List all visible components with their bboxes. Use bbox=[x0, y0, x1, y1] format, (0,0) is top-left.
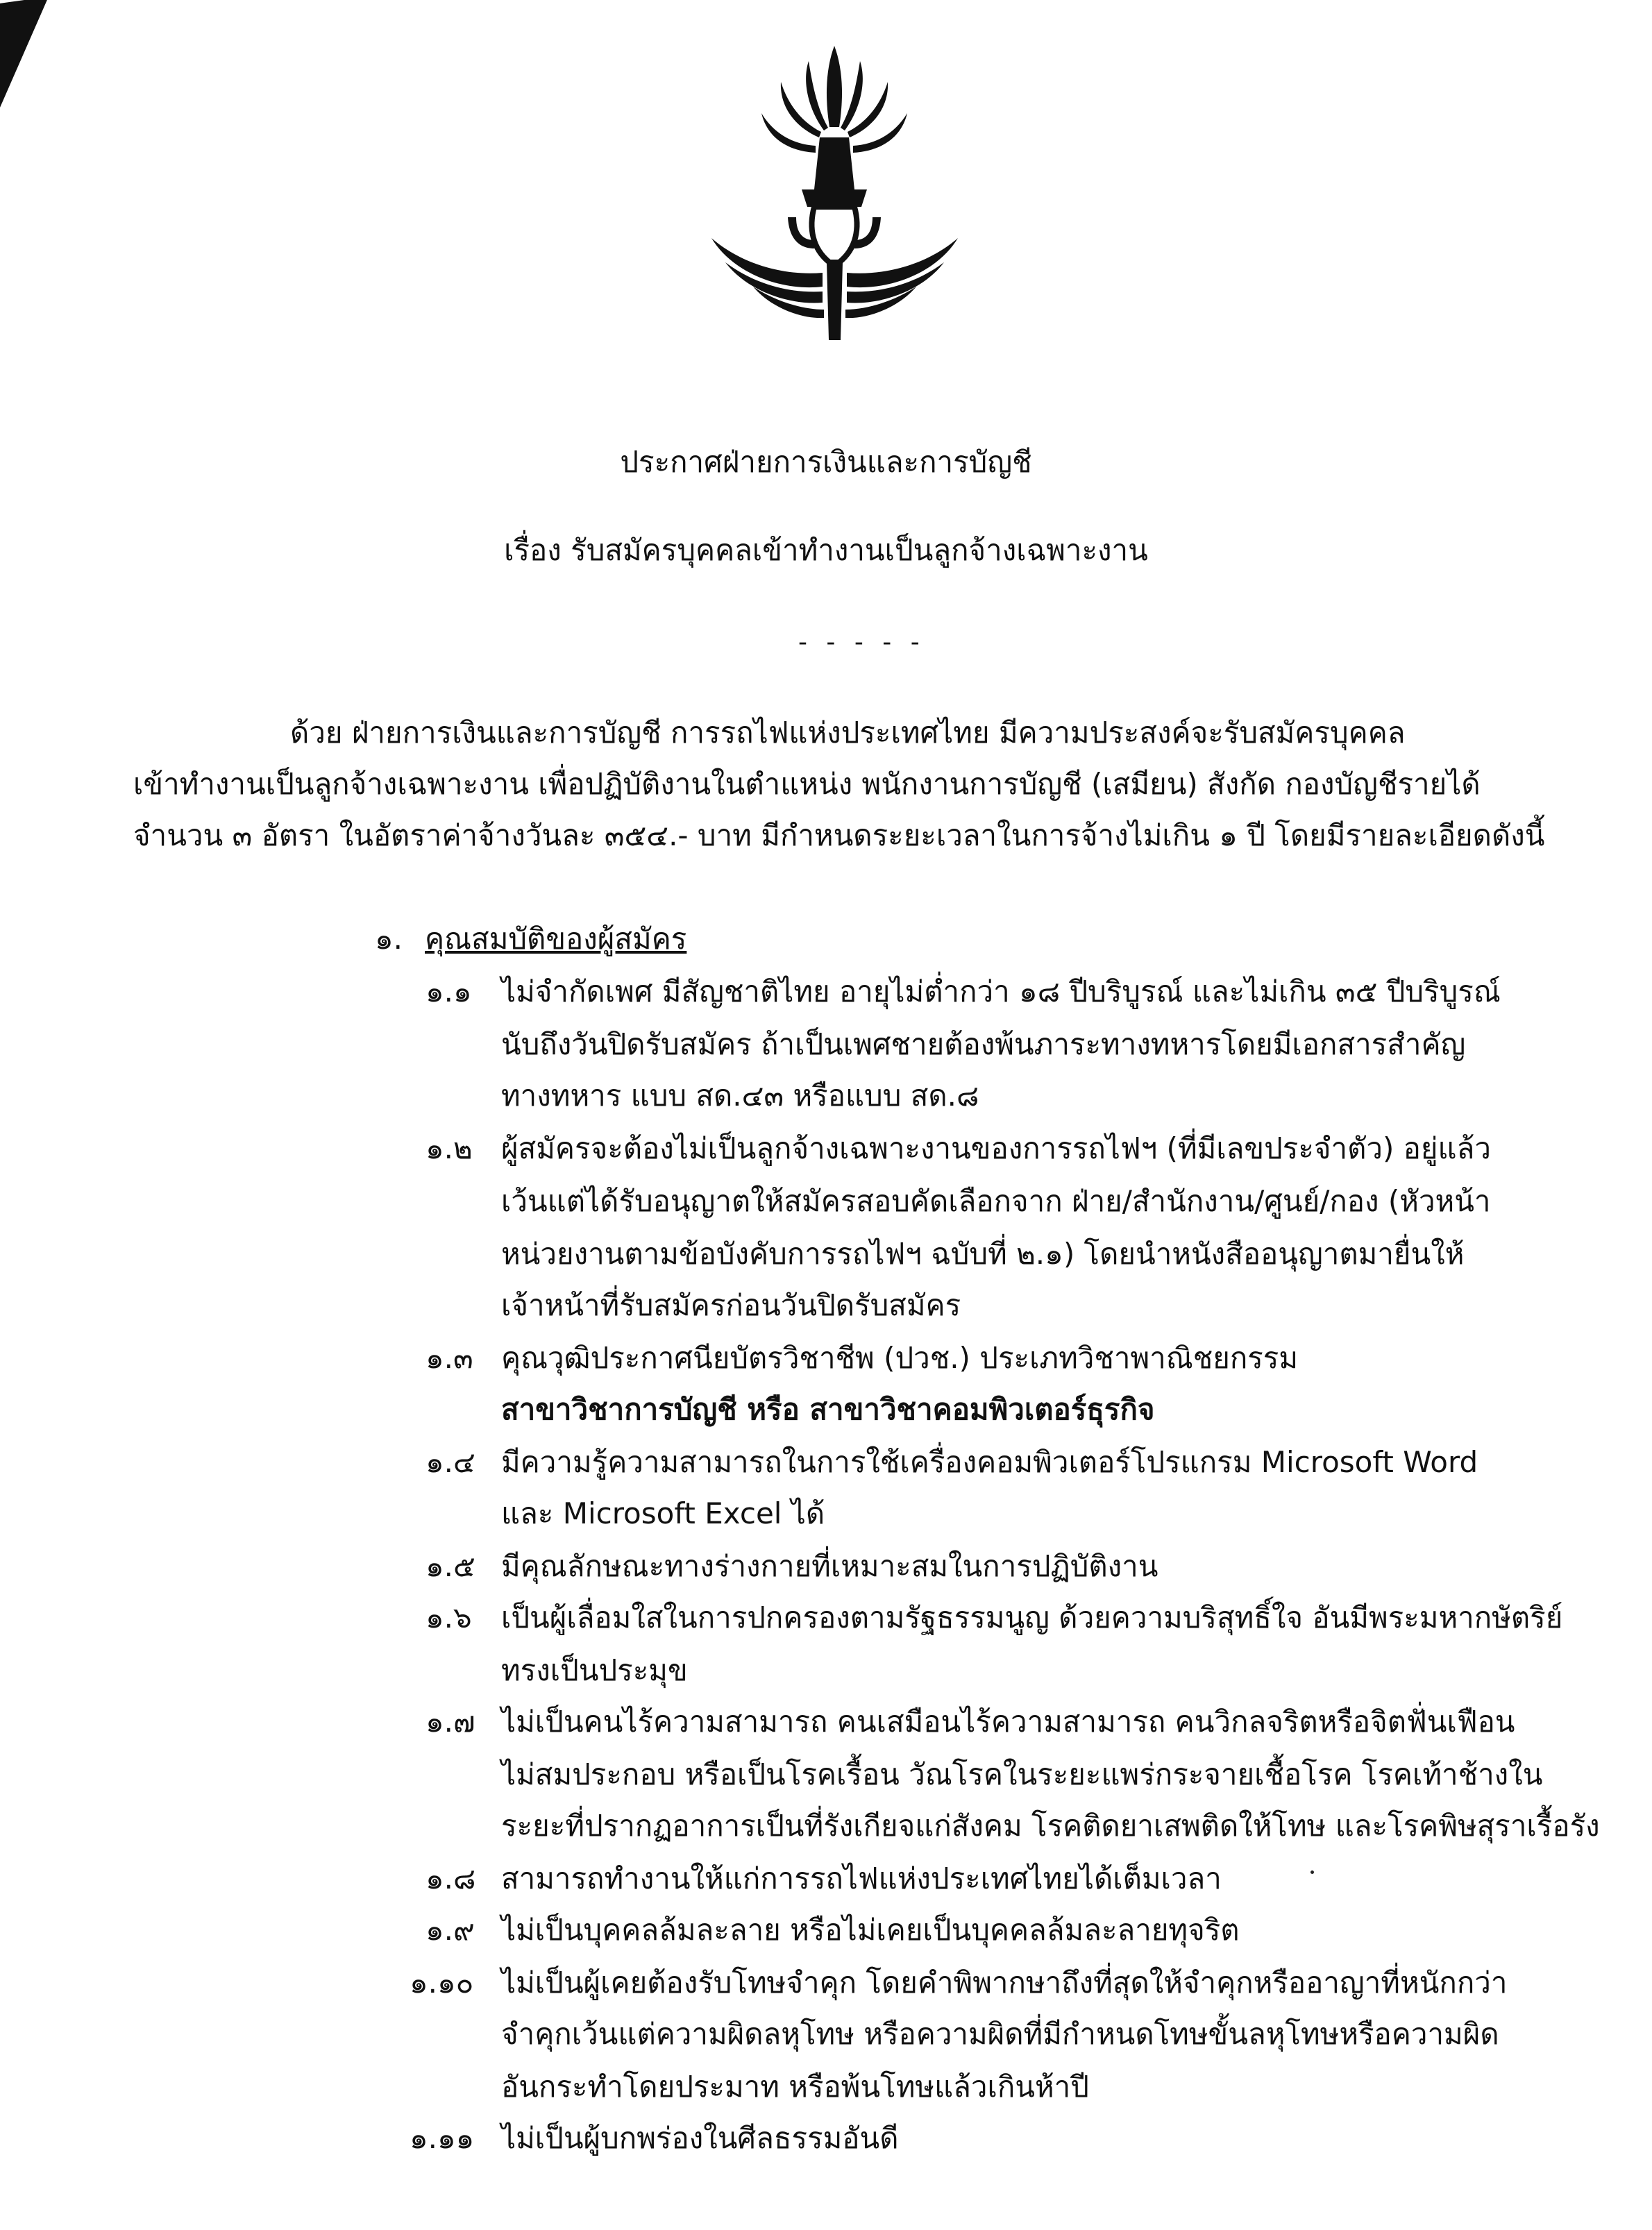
item-line: ไม่เป็นผู้เคยต้องรับโทษจำคุก โดยคำพิพากษาถึงที่สุดให้จำคุกหรืออาญาที่หนักกว่า bbox=[501, 1966, 1508, 2000]
item-line: เว้นแต่ได้รับอนุญาตให้สมัครสอบคัดเลือกจาก ฝ่าย/สำนักงาน/ศูนย์/กอง (หัวหน้า bbox=[501, 1184, 1491, 1218]
item-line: ไม่จำกัดเพศ มีสัญชาติไทย อายุไม่ต่ำกว่า ๑๘ ปีบริบูรณ์ และไม่เกิน ๓๕ ปีบริบูรณ์ bbox=[501, 974, 1501, 1008]
item-number: ๑.๙ bbox=[425, 1913, 475, 1947]
item-number: ๑.๘ bbox=[425, 1861, 476, 1895]
scan-corner-mark bbox=[0, 0, 49, 108]
scan-speck bbox=[1310, 1870, 1314, 1874]
item-number: ๑.๔ bbox=[425, 1445, 475, 1479]
intro-line-3: จำนวน ๓ อัตรา ในอัตราค่าจ้างวันละ ๓๕๔.- บาท มีกำหนดระยะเวลาในการจ้างไม่เกิน ๑ ปี โดยมีรายละเอียดดังนี้ bbox=[133, 818, 1545, 852]
item-line: ผู้สมัครจะต้องไม่เป็นลูกจ้างเฉพาะงานของการรถไฟฯ (ที่มีเลขประจำตัว) อยู่แล้ว bbox=[501, 1131, 1491, 1165]
item-line: ระยะที่ปรากฏอาการเป็นที่รังเกียจแก่สังคม โรคติดยาเสพติดให้โทษ และโรคพิษสุราเรื้อรัง bbox=[501, 1809, 1600, 1843]
item-line: ทางทหาร แบบ สด.๔๓ หรือแบบ สด.๘ bbox=[501, 1079, 979, 1113]
item-number: ๑.๑๐ bbox=[410, 1966, 474, 2000]
item-line: ไม่เป็นผู้บกพร่องในศีลธรรมอันดี bbox=[501, 2121, 899, 2155]
announcement-title: ประกาศฝ่ายการเงินและการบัญชี bbox=[620, 445, 1032, 479]
item-number: ๑.๖ bbox=[425, 1600, 472, 1635]
item-line: สามารถทำงานให้แก่การรถไฟแห่งประเทศไทยได้เต็มเวลา bbox=[501, 1861, 1222, 1895]
srt-emblem-logo bbox=[698, 40, 972, 346]
item-line-bold: สาขาวิชาการบัญชี หรือ สาขาวิชาคอมพิวเตอร์ธุรกิจ bbox=[501, 1392, 1155, 1426]
item-line: นับถึงวันปิดรับสมัคร ถ้าเป็นเพศชายต้องพ้นภาระทางทหารโดยมีเอกสารสำคัญ bbox=[501, 1027, 1466, 1061]
item-line: มีความรู้ความสามารถในการใช้เครื่องคอมพิวเตอร์โปรแกรม Microsoft Word bbox=[501, 1445, 1478, 1479]
item-number: ๑.๑ bbox=[425, 974, 472, 1008]
item-number: ๑.๗ bbox=[425, 1705, 475, 1739]
item-number: ๑.๓ bbox=[425, 1341, 473, 1375]
item-line: เป็นผู้เลื่อมใสในการปกครองตามรัฐธรรมนูญ ด้วยความบริสุทธิ์ใจ อันมีพระมหากษัตริย์ bbox=[501, 1600, 1563, 1635]
item-line: จำคุกเว้นแต่ความผิดลหุโทษ หรือความผิดที่มีกำหนดโทษขั้นลหุโทษหรือความผิด bbox=[501, 2017, 1499, 2051]
item-line: อันกระทำโดยประมาท หรือพ้นโทษแล้วเกินห้าปี bbox=[501, 2070, 1089, 2104]
item-line: มีคุณลักษณะทางร่างกายที่เหมาะสมในการปฏิบัติงาน bbox=[501, 1549, 1158, 1583]
item-line: ไม่เป็นคนไร้ความสามารถ คนเสมือนไร้ความสามารถ คนวิกลจริตหรือจิตฟั่นเฟือน bbox=[501, 1705, 1515, 1739]
item-line: เจ้าหน้าที่รับสมัครก่อนวันปิดรับสมัคร bbox=[501, 1288, 961, 1322]
separator: - - - - - bbox=[798, 628, 925, 657]
item-number: ๑.๕ bbox=[425, 1549, 475, 1583]
item-line: หน่วยงานตามข้อบังคับการรถไฟฯ ฉบับที่ ๒.๑) โดยนำหนังสืออนุญาตมายื่นให้ bbox=[501, 1237, 1465, 1271]
item-number: ๑.๒ bbox=[425, 1131, 473, 1165]
announcement-subject: เรื่อง รับสมัครบุคคลเข้าทำงานเป็นลูกจ้างเฉพาะงาน bbox=[504, 533, 1148, 567]
intro-line-1: ด้วย ฝ่ายการเงินและการบัญชี การรถไฟแห่งประเทศไทย มีความประสงค์จะรับสมัครบุคคล bbox=[290, 716, 1406, 750]
intro-line-2: เข้าทำงานเป็นลูกจ้างเฉพาะงาน เพื่อปฏิบัติงานในตำแหน่ง พนักงานการบัญชี (เสมียน) สังกัด กองบัญชีรายได้ bbox=[133, 767, 1481, 801]
item-line: คุณวุฒิประกาศนียบัตรวิชาชีพ (ปวช.) ประเภทวิชาพาณิชยกรรม bbox=[501, 1341, 1299, 1375]
item-line: ไม่สมประกอบ หรือเป็นโรคเรื้อน วัณโรคในระยะแพร่กระจายเชื้อโรค โรคเท้าช้างใน bbox=[501, 1757, 1543, 1791]
section-title: คุณสมบัติของผู้สมัคร bbox=[425, 922, 687, 956]
item-line: และ Microsoft Excel ได้ bbox=[501, 1496, 825, 1530]
item-number: ๑.๑๑ bbox=[410, 2121, 475, 2155]
section-number: ๑. bbox=[375, 922, 403, 956]
item-line: ไม่เป็นบุคคลล้มละลาย หรือไม่เคยเป็นบุคคลล้มละลายทุจริต bbox=[501, 1913, 1240, 1947]
item-line: ทรงเป็นประมุข bbox=[501, 1653, 688, 1687]
